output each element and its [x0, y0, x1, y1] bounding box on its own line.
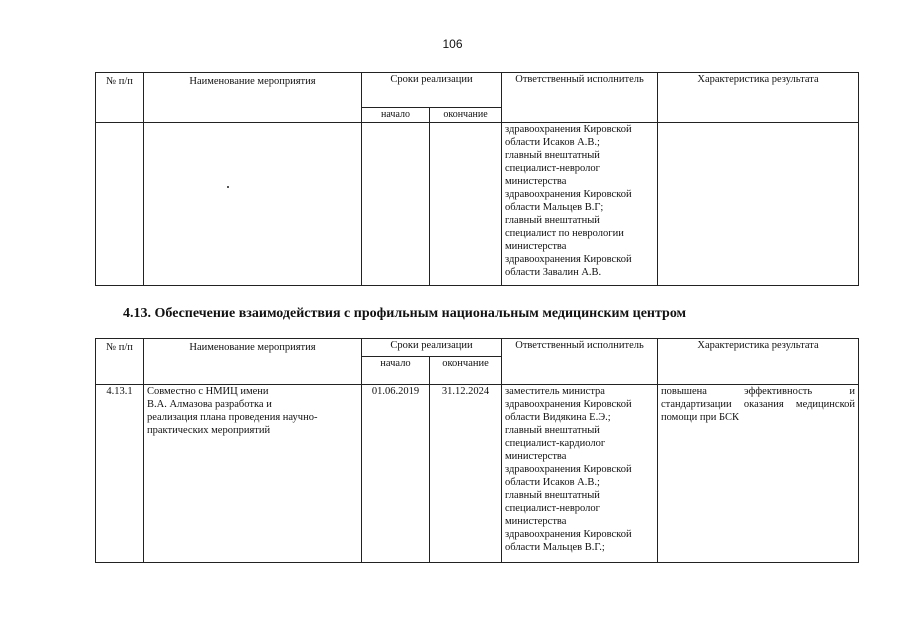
cell-responsible: [502, 123, 658, 286]
responsible-line: специалист по неврологии: [505, 228, 624, 239]
section-heading: 4.13. Обеспечение взаимодействия с профильным национальным медицинским центром: [123, 306, 687, 321]
cell-num: 4.13.1: [96, 385, 144, 563]
responsible-line: области Исаков А.В.;: [505, 477, 600, 488]
cell-responsible: [502, 385, 658, 563]
cell-name: [144, 385, 362, 563]
responsible-line: главный внештатный: [505, 215, 600, 226]
cell-end: 31.12.2024: [430, 385, 502, 563]
responsible-line: главный внештатный: [505, 425, 600, 436]
responsible-line: министерства: [505, 241, 567, 252]
responsible-line: области Мальцев В.Г;: [505, 202, 604, 213]
scan-speck: [227, 186, 229, 188]
cell-result: повышена эффективность и стандартизации оказания медицинской помощи при БСК: [658, 385, 859, 563]
header-start: начало: [362, 108, 430, 123]
responsible-line: министерства: [505, 451, 567, 462]
responsible-line: здравоохранения Кировской: [505, 124, 632, 135]
name-line: Совместно с НМИЦ имени: [147, 386, 269, 397]
responsible-line: области Мальцев В.Г.;: [505, 542, 605, 553]
responsible-line: здравоохранения Кировской: [505, 254, 632, 265]
table-row: [96, 385, 859, 563]
header-end: окончание: [430, 357, 502, 385]
cell-result: [658, 123, 859, 286]
name-line: реализация плана проведения научно-: [147, 412, 318, 423]
responsible-line: здравоохранения Кировской: [505, 189, 632, 200]
header-name: Наименование мероприятия: [144, 73, 362, 123]
header-responsible: Ответственный исполнитель: [502, 73, 658, 123]
responsible-line: специалист-невролог: [505, 163, 600, 174]
header-result: Характеристика результата: [658, 73, 859, 123]
header-result: Характеристика результата: [658, 339, 859, 385]
header-terms: Сроки реализации: [362, 73, 502, 108]
page-number: 106: [442, 37, 463, 51]
responsible-line: области Исаков А.В.;: [505, 137, 600, 148]
header-responsible: Ответственный исполнитель: [502, 339, 658, 385]
responsible-line: министерства: [505, 516, 567, 527]
responsible-line: министерства: [505, 176, 567, 187]
responsible-line: специалист-невролог: [505, 503, 600, 514]
responsible-line: области Видякина Е.Э.;: [505, 412, 611, 423]
responsible-line: главный внештатный: [505, 150, 600, 161]
name-line: практических мероприятий: [147, 425, 271, 436]
responsible-line: специалист-кардиолог: [505, 438, 606, 449]
cell-end: [430, 123, 502, 286]
header-start: начало: [362, 357, 430, 385]
cell-name: [144, 123, 362, 286]
header-name: Наименование мероприятия: [144, 339, 362, 385]
responsible-line: главный внештатный: [505, 490, 600, 501]
activities-table: [95, 338, 859, 563]
responsible-line: заместитель министра: [505, 386, 605, 397]
activities-table-continued: [95, 72, 859, 286]
cell-num: [96, 123, 144, 286]
cell-start: [362, 123, 430, 286]
cell-start: 01.06.2019: [362, 385, 430, 563]
responsible-line: здравоохранения Кировской: [505, 529, 632, 540]
responsible-line: здравоохранения Кировской: [505, 399, 632, 410]
responsible-line: области Завалин А.В.: [505, 267, 602, 278]
header-end: окончание: [430, 108, 502, 123]
header-num: № п/п: [96, 73, 144, 123]
header-num: № п/п: [96, 339, 144, 385]
responsible-line: здравоохранения Кировской: [505, 464, 632, 475]
header-terms: Сроки реализации: [362, 339, 502, 357]
name-line: В.А. Алмазова разработка и: [147, 399, 272, 410]
